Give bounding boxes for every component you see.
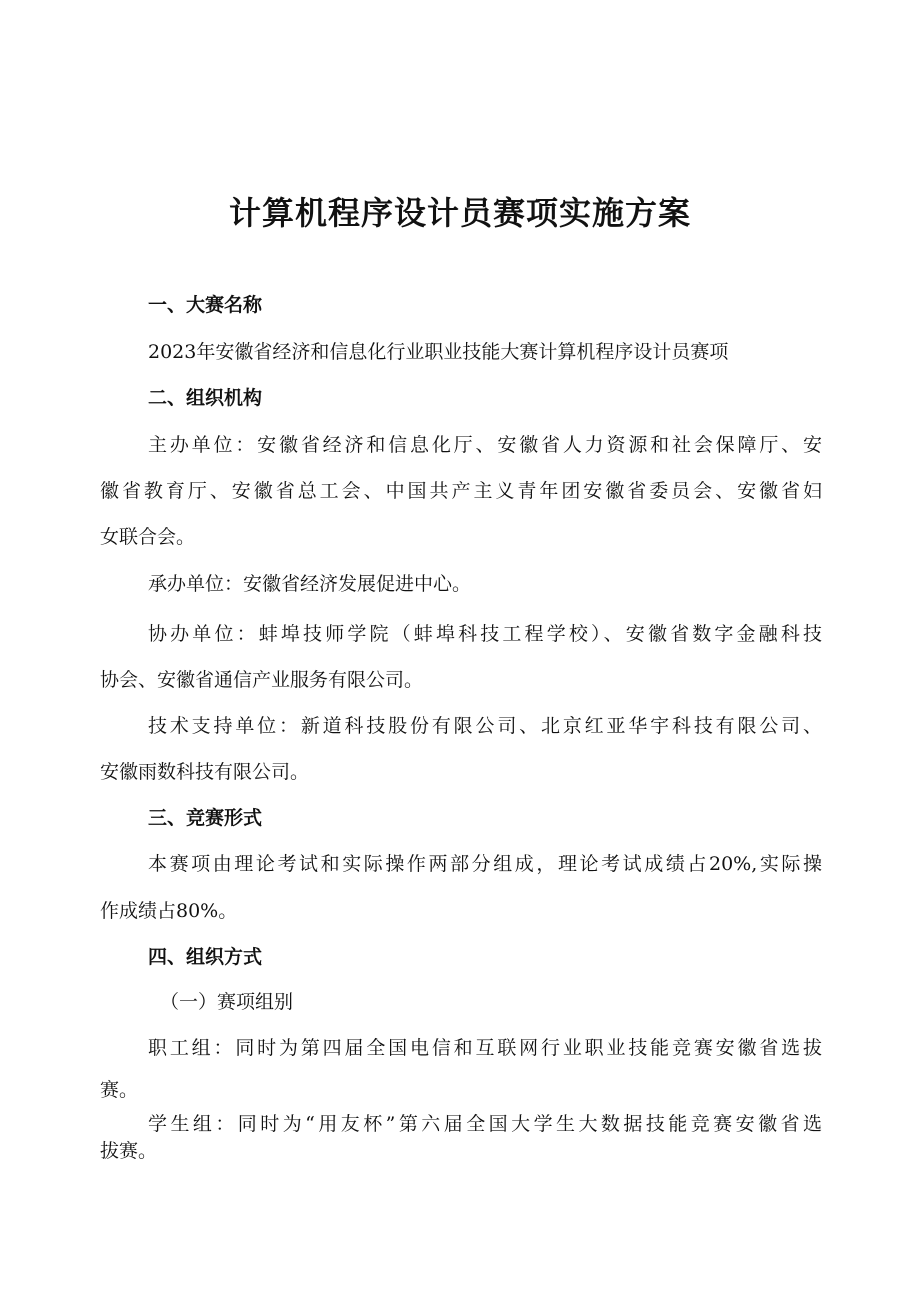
tech-support-line-1: 技术支持单位：新道科技股份有限公司、北京红亚华宇科技有限公司、 — [148, 715, 822, 737]
co-organizer-line-2: 协会、安徽省通信产业服务有限公司。 — [100, 669, 424, 691]
tech-support-line-2: 安徽雨数科技有限公司。 — [100, 761, 310, 783]
format-text-line-1: 本赛项由理论考试和实际操作两部分组成，理论考试成绩占20%,实际操 — [148, 853, 822, 875]
section-heading-organization: 二、组织机构 — [148, 387, 263, 409]
staff-group-line-2: 赛。 — [100, 1079, 139, 1101]
organizer-unit: 承办单位：安徽省经济发展促进中心。 — [148, 573, 472, 595]
co-organizer-line-1: 协办单位：蚌埠技师学院（蚌埠科技工程学校）、安徽省数字金融科技 — [148, 623, 822, 645]
competition-name-text: 2023年安徽省经济和信息化行业职业技能大赛计算机程序设计员赛项 — [148, 341, 729, 363]
host-units-line-2: 徽省教育厅、安徽省总工会、中国共产主义青年团安徽省委员会、安徽省妇 — [100, 480, 822, 502]
host-units-line-3: 女联合会。 — [100, 526, 196, 548]
section-heading-competition-name: 一、大赛名称 — [148, 294, 263, 316]
document-title: 计算机程序设计员赛项实施方案 — [228, 194, 691, 232]
sub-heading-groups: （一）赛项组别 — [160, 991, 294, 1013]
format-text-line-2: 作成绩占80%。 — [100, 900, 238, 922]
student-group-line-1: 学生组：同时为“用友杯”第六届全国大学生大数据技能竞赛安徽省选 — [148, 1113, 822, 1135]
host-units-line-1: 主办单位：安徽省经济和信息化厅、安徽省人力资源和社会保障厅、安 — [148, 434, 822, 456]
student-group-line-2: 拔赛。 — [100, 1140, 158, 1162]
section-heading-format: 三、竞赛形式 — [148, 807, 263, 829]
staff-group-line-1: 职工组：同时为第四届全国电信和互联网行业职业技能竞赛安徽省选拔 — [148, 1037, 822, 1059]
section-heading-organization-method: 四、组织方式 — [148, 946, 263, 968]
